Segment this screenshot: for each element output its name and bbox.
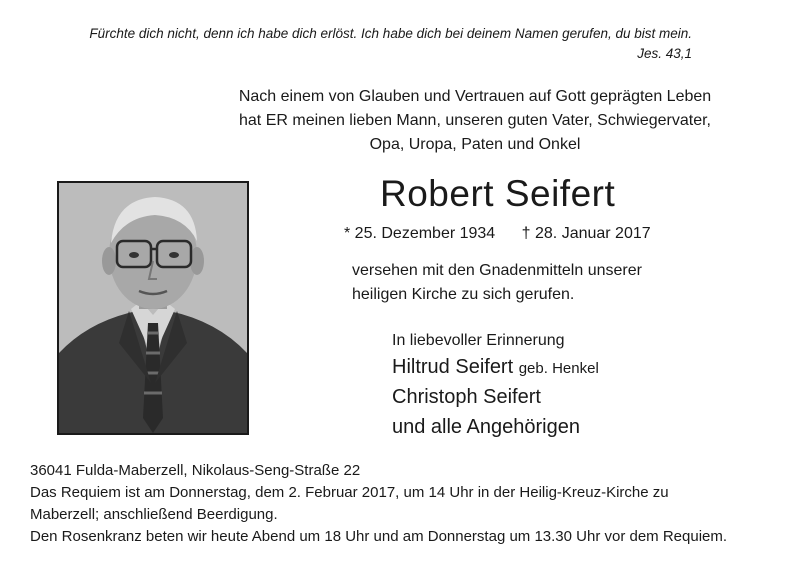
deceased-name: Robert Seifert [380,173,616,214]
sacrament-line-1: versehen mit den Gnadenmitteln unserer [352,262,642,279]
bible-verse [60,24,692,64]
mourner-1-name: Hiltrud Seifert [392,356,514,378]
sacrament-line-2: heiligen Kirche zu sich gerufen. [352,286,575,303]
portrait-illustration [59,183,247,433]
life-dates [344,222,651,246]
verse-reference: Jes. 43,1 [637,46,692,61]
sacrament-text [352,259,652,307]
mourner-others: und alle Angehörigen [392,416,580,438]
requiem-line-1: Das Requiem ist am Donnerstag, dem 2. Februar 2017, um 14 Uhr in der Heilig-Kreuz-Kirche zu [30,484,669,501]
mourner-1-maiden-name: geb. Henkel [518,360,599,377]
address: 36041 Fulda-Maberzell, Nikolaus-Seng-Straße 22 [30,462,361,479]
intro-line-1: Nach einem von Glauben und Vertrauen auf Gott geprägten Leben [238,88,712,105]
birth-date: * 25. Dezember 1934 [344,225,496,242]
requiem-line-2: Maberzell; anschließend Beerdigung. [30,506,278,523]
verse-text: Fürchte dich nicht, denn ich habe dich erlöst. Ich habe dich bei deinem Namen gerufen, du bist mein. [89,26,692,41]
footer-info [30,460,772,548]
intro-line-3: Opa, Uropa, Paten und Onkel [369,136,581,153]
portrait-photo [57,181,249,435]
intro-line-2: hat ER meinen lieben Mann, unseren guten Vater, Schwiegervater, [239,112,711,129]
mourner-1 [392,354,599,382]
memory-intro: In liebevoller Erinnerung [392,332,565,349]
rosary-info: Den Rosenkranz beten wir heute Abend um 18 Uhr und am Donnerstag um 13.30 Uhr vor dem Requiem. [30,528,728,545]
death-date: † 28. Januar 2017 [521,225,651,242]
mourner-2: Christoph Seifert [392,386,541,408]
intro-text [200,85,750,157]
